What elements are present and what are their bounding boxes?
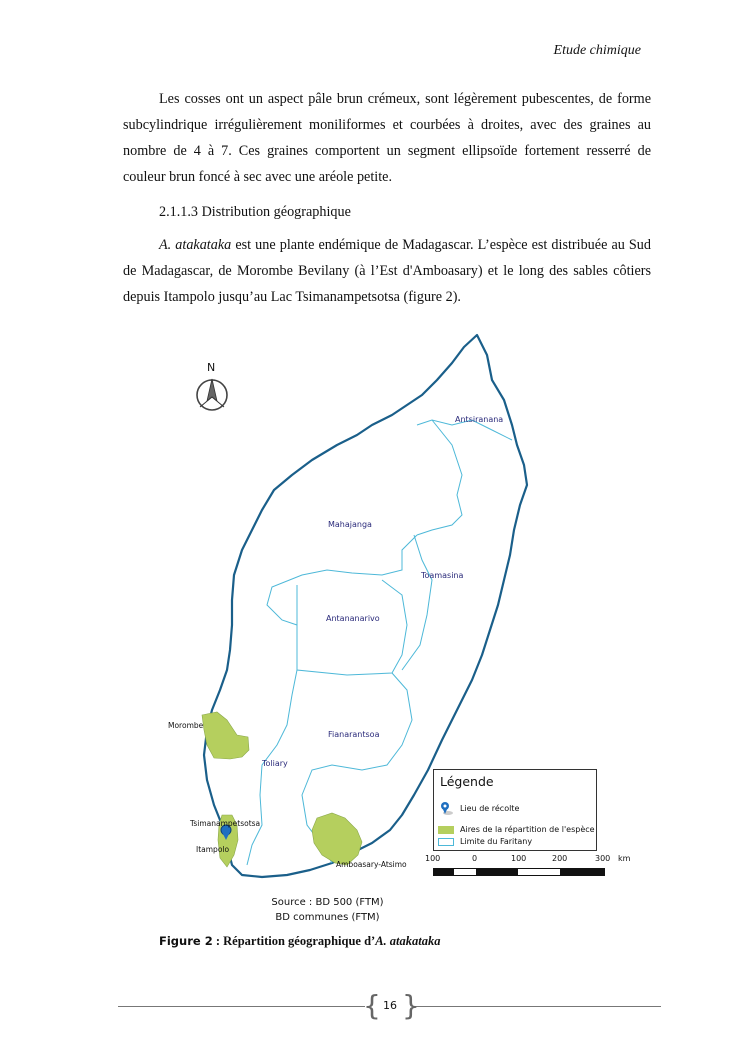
region-label-mahajanga: Mahajanga <box>328 520 372 529</box>
region-label-toamasina: Toamasina <box>421 571 464 580</box>
region-label-antananarivo: Antananarivo <box>326 614 380 623</box>
place-label-tsimanampetsotsa: Tsimanampetsotsa <box>190 819 261 828</box>
source-line-2: BD communes (FTM) <box>275 912 380 923</box>
footer-rule-left <box>118 1006 365 1007</box>
boundary-swatch <box>438 838 454 846</box>
section-heading: 2.1.1.3 Distribution géographique <box>159 204 351 220</box>
footer-bracket-right: } <box>402 989 420 1022</box>
legend-item-boundary <box>438 837 532 846</box>
page-number: 16 <box>383 999 397 1012</box>
legend-label-distribution-area: Aires de la répartition de l'espèce <box>460 825 595 834</box>
running-header: Etude chimique <box>553 43 641 58</box>
scale-bar <box>433 868 605 876</box>
scale-tick-label: 200 <box>552 854 568 863</box>
paragraph-distribution <box>123 232 651 310</box>
paragraph-pods-description: Les cosses ont un aspect pâle brun crémeux, sont légèrement pubescentes, de forme subcylindrique irrégulièrement moniliformes et courbées à droites, avec des graines au nombre de 4 à 7. Ces graines comportent un segment ellipsoïde fortement resserré de couleur brun foncé à sec avec une aréole petite. <box>123 91 651 185</box>
scale-unit: km <box>618 854 631 863</box>
legend-title: Légende <box>440 774 494 789</box>
place-label-morombe: Morombe <box>168 721 204 730</box>
region-label-toliary: Toliary <box>262 759 288 768</box>
place-label-itampolo: Itampolo <box>196 845 230 854</box>
region-label-antsiranana: Antsiranana <box>455 415 504 424</box>
compass-rose <box>197 379 227 410</box>
figure-caption <box>159 934 441 949</box>
paragraph-distribution-text: est une plante endémique de Madagascar. L’espèce est distribuée au Sud de Madagascar, de Morombe Bevilany (à l’Est d'Amboasary) et le long des sables côtiers depuis Itampolo jusqu’au Lac Tsimanampetsotsa (figure 2). <box>123 237 651 305</box>
compass-north-label: N <box>207 361 216 374</box>
map-pin-icon <box>438 800 454 816</box>
legend-label-collection-site: Lieu de récolte <box>460 803 520 813</box>
footer-bracket-left: { <box>363 989 381 1022</box>
species-name: A. atakataka <box>159 237 232 253</box>
footer-rule-right <box>415 1006 661 1007</box>
scale-tick-label: 300 <box>595 854 611 863</box>
source-line-1: Source : BD 500 (FTM) <box>271 897 384 908</box>
map-source <box>240 895 415 925</box>
legend-label-boundary: Limite du Faritany <box>460 837 533 846</box>
scale-tick-label: 100 <box>425 854 441 863</box>
distribution-swatch <box>438 826 454 834</box>
region-label-fianarantsoa: Fianarantsoa <box>328 730 380 739</box>
scale-tick-label: 0 <box>472 854 478 863</box>
legend-item-collection-site <box>438 800 519 816</box>
legend-item-distribution-area <box>438 825 595 834</box>
place-label-amboasary-atsimo: Amboasary-Atsimo <box>336 860 407 869</box>
figure-caption-species: A. atakataka <box>375 934 441 948</box>
scale-tick-label: 100 <box>511 854 527 863</box>
figure-caption-label: Figure 2 <box>159 934 213 948</box>
scale-labels <box>425 854 695 866</box>
figure-caption-text: : Répartition géographique d’ <box>212 934 376 948</box>
map-legend <box>433 769 597 851</box>
